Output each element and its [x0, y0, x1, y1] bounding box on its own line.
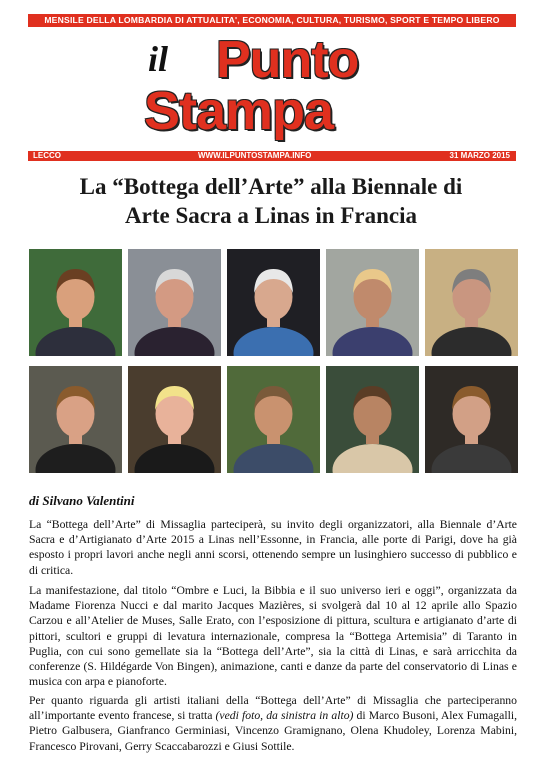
title-line-1: La “Bottega dell’Arte” alla Biennale di [79, 174, 463, 199]
title-line-2: Arte Sacra a Linas in Francia [125, 203, 417, 228]
masthead-tagline: MENSILE DELLA LOMBARDIA DI ATTUALITA', ECONOMIA, CULTURA, TURISMO, SPORT E TEMPO LIBERO [28, 14, 516, 27]
artist-photo [29, 249, 122, 356]
artist-photo [425, 249, 518, 356]
artist-photo [128, 366, 221, 473]
article-paragraph-2: La manifestazione, dal titolo “Ombre e Luci, la Bibbia e il suo universo ieri e oggi”, organizzata da Madame Fiorenza Nucci e dal marito Jacques Mazières, si svolgerà dal 10 al 12 aprile allo Spazio Carzou e all’Atelier de Muses, Salle Erato, con l’esposizione di pittura, scultura e artigianato d’arte di pittori, scultori e gruppi di levatura internazionale, compresa la “Bottega Artemisia” di Taranto in Puglia, con cui sono gemellate sia la “Bottega dell’Arte”, sia la città di Linas, e sarà arricchita da conferenze (S. Hildégarde Von Bingen), animazione, canti e danze da parte del conservatorio di Linas e musica con arpa e pianoforte. [29, 584, 517, 689]
newspaper-logo [140, 30, 410, 148]
artist-photo [29, 366, 122, 473]
artist-photo [425, 366, 518, 473]
article-byline: di Silvano Valentini [29, 493, 135, 508]
artist-photo [326, 249, 419, 356]
paragraph-3-text-b: di Marco Busoni, Alex Fumagalli, Pietro Galbusera, Gianfranco Germiniasi, Vincenzo Gramignano, Olena Khudoley, Lorenza Mabini, Francesco Pirovani, Gerry Scaccabarozzi e Giusi Sottile. [29, 709, 518, 753]
logo-stampa: Stampa [144, 81, 334, 141]
dateline-date: 31 MARZO 2015 [449, 151, 510, 160]
paragraph-3-text-a: Per quanto riguarda gli artisti italiani della “Bottega dell’Arte” di Missaglia che parteciperanno all’importante evento francese, si tratta [29, 694, 517, 723]
dateline-bar [28, 151, 516, 161]
article-title [30, 172, 512, 230]
article-paragraph-1: La “Bottega dell’Arte” di Missaglia parteciperà, su invito degli organizzatori, alla Biennale d’Arte Sacra e d’Artigianato d’Arte 2015 a Linas nell’Essonne, in Francia, alle porte di Parigi, dove ha già esposto i propri lavori anche negli anni scorsi, ottenendo sempre un lusinghiero successo di pubblico e di critica. [29, 518, 517, 577]
logo-il: il [148, 39, 169, 79]
dateline-city: LECCO [33, 151, 61, 160]
paragraph-3-photo-note: (vedi foto, da sinistra in alto) [215, 709, 354, 723]
artist-photo [128, 249, 221, 356]
article-paragraph-3 [29, 693, 517, 754]
logo-punto: Punto [216, 31, 359, 89]
artist-photo-grid [29, 249, 517, 476]
artist-photo [227, 249, 320, 356]
artist-photo [227, 366, 320, 473]
artist-photo [326, 366, 419, 473]
dateline-website: WWW.ILPUNTOSTAMPA.INFO [198, 151, 312, 160]
